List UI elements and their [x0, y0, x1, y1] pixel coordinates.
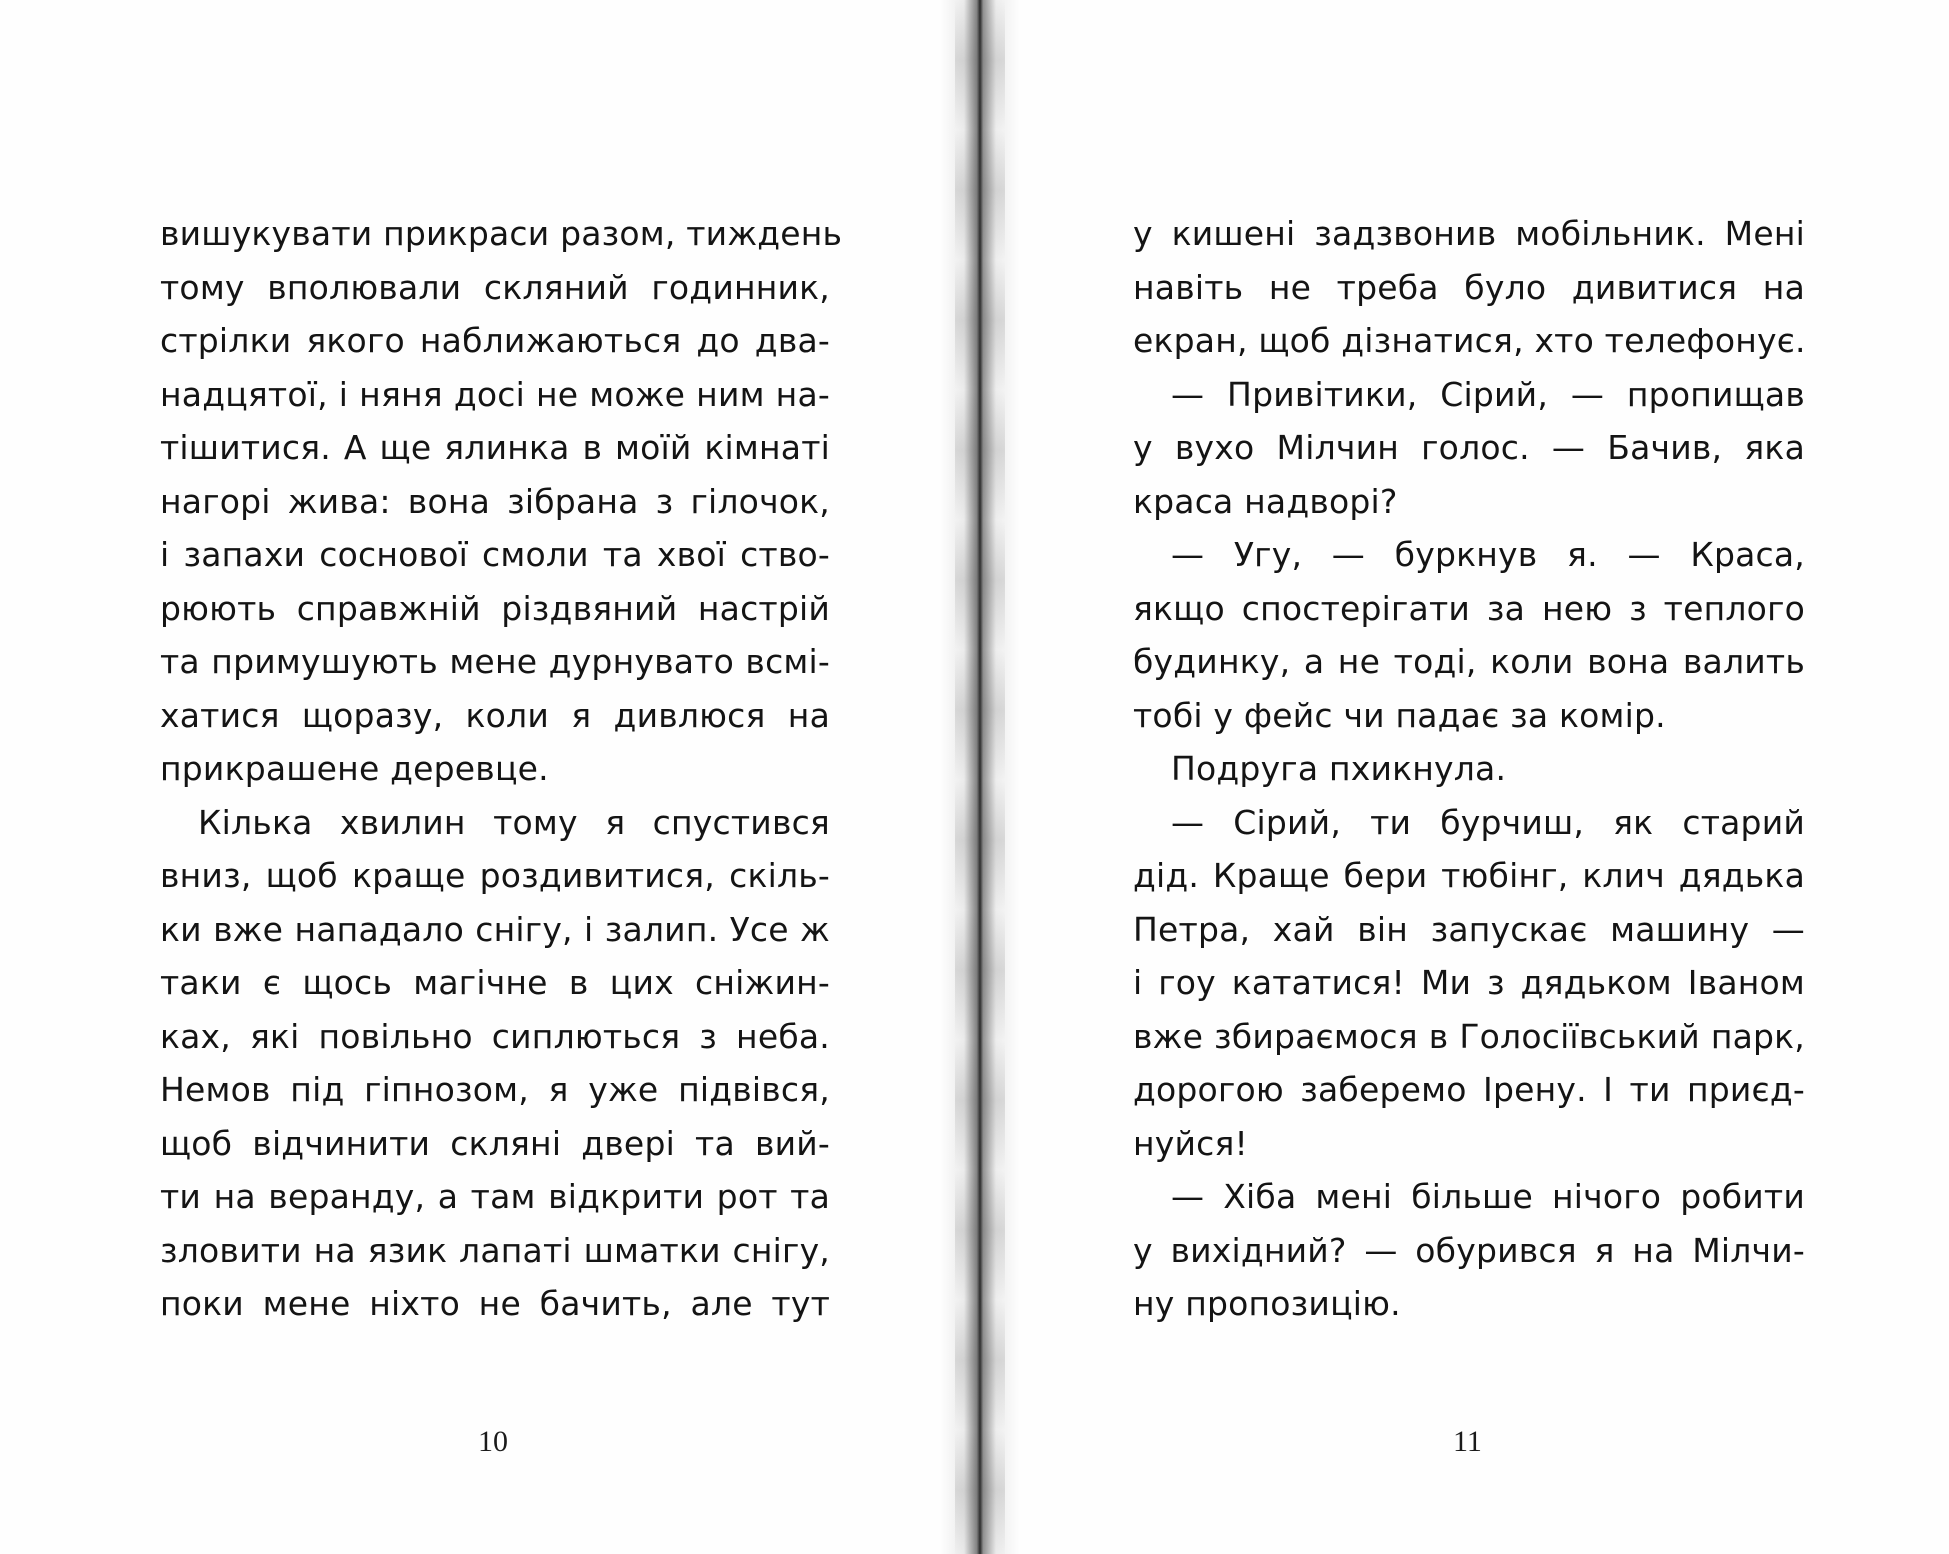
text-line: у вухо Мілчин голос. — Бачив, яка	[1133, 428, 1805, 467]
right-page	[990, 0, 1949, 1554]
text-line: поки мене ніхто не бачить, але тут	[160, 1284, 830, 1323]
text-line: тобі у фейс чи падає за комір.	[1133, 695, 1666, 735]
left-page-text	[160, 207, 843, 1331]
text-line: тішитися. А ще ялинка в моїй кімнаті	[160, 428, 830, 467]
text-line: дід. Краще бери тюбінг, клич дядька	[1133, 856, 1805, 895]
right-page-number: 11	[1453, 1425, 1482, 1458]
text-line: Петра, хай він запускає машину —	[1133, 909, 1805, 949]
text-line: та примушують мене дурнувато всмі-	[160, 642, 830, 681]
text-line: — Привітики, Сірий, — пропищав	[1171, 374, 1805, 414]
text-line: вишукувати прикраси разом, тиждень	[160, 214, 843, 253]
text-line: і запахи соснової смоли та хвої ство-	[160, 535, 830, 574]
text-line: хатися щоразу, коли я дивлюся на	[160, 695, 830, 735]
text-line: стрілки якого наближаються до два-	[160, 321, 830, 360]
text-line: у кишені задзвонив мобільник. Мені	[1133, 214, 1805, 253]
text-line: вниз, щоб краще роздивитися, скіль-	[160, 856, 830, 895]
text-line: — Сірий, ти бурчиш, як старий	[1171, 802, 1805, 842]
text-line: рюють справжній різдвяний настрій	[160, 588, 830, 628]
text-line: щоб відчинити скляні двері та вий-	[160, 1123, 830, 1163]
text-line: у вихідний? — обурився я на Мілчи-	[1133, 1230, 1805, 1270]
text-line: будинку, а не тоді, коли вона валить	[1133, 642, 1805, 681]
text-line: вже збираємося в Голосіївський парк,	[1133, 1016, 1805, 1056]
text-line: Немов під гіпнозом, я уже підвівся,	[160, 1070, 830, 1109]
text-line: краса надворі?	[1133, 481, 1398, 521]
text-line: дорогою заберемо Ірену. І ти приєд-	[1133, 1070, 1805, 1109]
text-line: — Угу, — буркнув я. — Краса,	[1171, 535, 1805, 574]
text-line: Подруга пхикнула.	[1171, 749, 1507, 788]
text-line: таки є щось магічне в цих сніжин-	[160, 963, 830, 1002]
text-line: ках, які повільно сиплються з неба.	[160, 1016, 830, 1056]
text-line: надцятої, і няня досі не може ним на-	[160, 374, 830, 414]
text-line: — Хіба мені більше нічого робити	[1171, 1177, 1805, 1216]
text-line: навіть не треба було дивитися на	[1133, 267, 1805, 307]
text-line: ти на веранду, а там відкрити рот та	[160, 1177, 830, 1216]
text-line: ну пропозицію.	[1133, 1284, 1401, 1323]
text-line: зловити на язик лапаті шматки снігу,	[160, 1230, 830, 1270]
text-line: якщо спостерігати за нею з теплого	[1133, 588, 1805, 628]
text-line: ки вже нападало снігу, і залип. Усе ж	[160, 909, 830, 949]
text-line: Кілька хвилин тому я спустився	[198, 802, 830, 842]
text-line: нуйся!	[1133, 1123, 1248, 1163]
text-line: і гоу кататися! Ми з дядьком Іваном	[1133, 963, 1805, 1002]
text-line: прикрашене деревце.	[160, 749, 549, 788]
text-line: екран, щоб дізнатися, хто телефонує.	[1133, 321, 1806, 360]
left-page	[0, 0, 970, 1554]
left-page-number: 10	[478, 1425, 508, 1458]
text-line: тому вполювали скляний годинник,	[160, 267, 830, 307]
right-page-text	[1133, 207, 1805, 1331]
text-line: нагорі жива: вона зібрана з гілочок,	[160, 481, 830, 521]
